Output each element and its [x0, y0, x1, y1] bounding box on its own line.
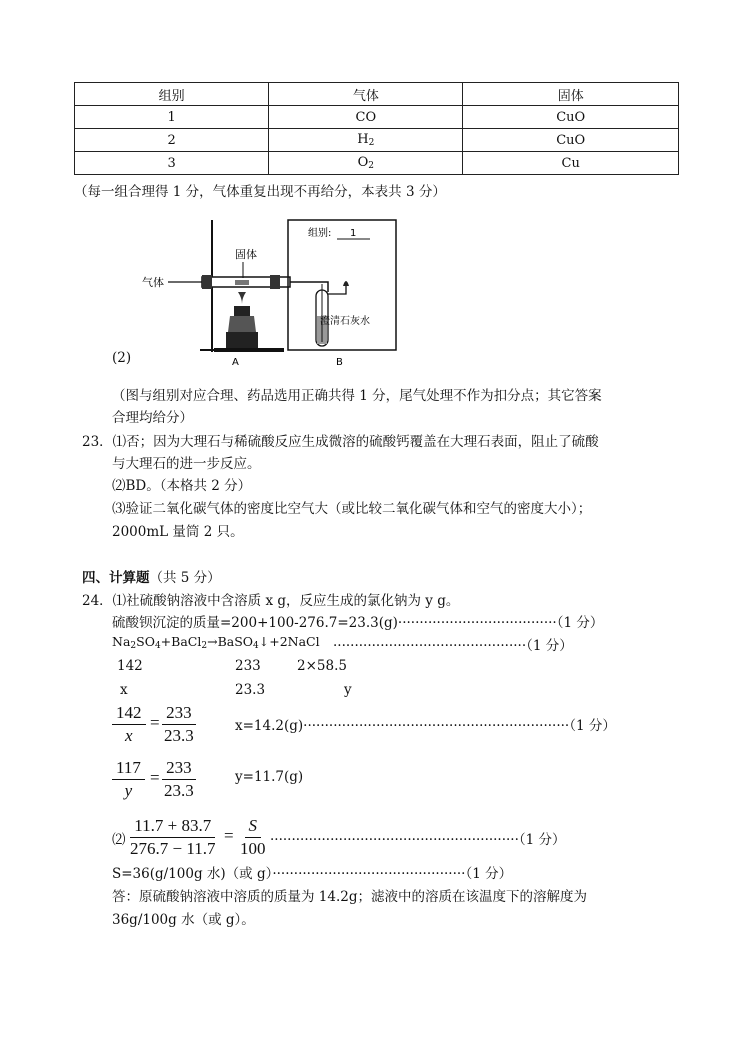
answer-line2: 36g/100g 水（或 g）。 — [112, 912, 255, 928]
diagram-item-label: (2) — [112, 350, 132, 366]
label-b: B — [336, 357, 343, 368]
table-header-row — [75, 83, 679, 106]
section-title — [82, 566, 221, 586]
group-value: 1 — [350, 228, 357, 239]
mass-117: 2×58.5 — [297, 658, 347, 674]
table-cell: 3 — [75, 152, 269, 175]
table-row — [75, 152, 679, 175]
diagram-note-line1: （图与组别对应合理、药品选用正确共得 1 分，尾气处理不作为扣分点；其它答案 — [112, 388, 602, 404]
chemical-equation: $Na_2SO_4+BaCl_2\to BaSO_4↓+2NaCl$ — [112, 634, 320, 651]
fraction-233-over-23-3: $\frac{233}{23.3}$ — [164, 758, 194, 800]
table-cell: CuO — [463, 106, 679, 129]
section-title-sub: （共 5 分） — [149, 570, 221, 586]
table-header: 气体 — [269, 83, 463, 106]
q23-line3: ⑵BD。（本格共 2 分） — [112, 478, 252, 494]
q23-line1: 23．⑴否；因为大理石与稀硫酸反应生成微溶的硫酸钙覆盖在大理石表面，阻止了硫酸 — [82, 434, 599, 450]
answer-table — [74, 82, 679, 175]
limewater-label: 澄清石灰水 — [320, 316, 370, 327]
solid-label: 固体 — [235, 248, 257, 261]
fraction-117-over-y: $\frac{117}{y}$ — [112, 757, 145, 802]
fraction-solubility-left: $\frac{11.7 + 83.7}{276.7 - 11.7}$ — [130, 816, 216, 858]
equation-dots: ·············································（1 分） — [333, 638, 573, 654]
mass-233: 233 — [235, 658, 261, 674]
table-cell: 1 — [75, 106, 269, 129]
table-cell: CuO — [463, 129, 679, 152]
apparatus-diagram — [130, 212, 400, 372]
table-cell: Cu — [463, 152, 679, 175]
table-cell: $H_2$ — [269, 129, 463, 152]
table-cell: $O_2$ — [269, 152, 463, 175]
table-row — [75, 129, 679, 152]
table-row — [75, 106, 679, 129]
mass-142: 142 — [117, 658, 143, 674]
section-title-text: 四、计算题 — [82, 570, 150, 586]
equals-sign: = — [224, 826, 234, 845]
value-23-3: 23.3 — [235, 682, 266, 698]
table-header: 固体 — [463, 83, 679, 106]
answer-line1: 答：原硫酸钠溶液中溶质的质量为 14.2g；滤液中的溶质在该温度下的溶解度为 — [112, 889, 587, 905]
fraction-233-over-23-3: $\frac{233}{23.3}$ — [164, 703, 194, 745]
q23-line5: 2000mL 量筒 2 只。 — [112, 524, 244, 540]
q24-line2: 硫酸钡沉淀的质量=200+100-276.7=23.3(g)·····································（1 分） — [112, 615, 604, 631]
fraction-142-over-x: $\frac{142}{x}$ — [112, 702, 146, 747]
equals-sign: = — [150, 713, 160, 732]
table-cell: CO — [269, 106, 463, 129]
q23-line2: 与大理石的进一步反应。 — [112, 456, 261, 472]
table-note: （每一组合理得 1 分，气体重复出现不再给分，本表共 3 分） — [74, 184, 446, 200]
equals-sign: = — [150, 768, 160, 787]
table-header: 组别 — [75, 83, 269, 106]
part2-label: ⑵ — [112, 832, 126, 848]
label-a: A — [232, 357, 239, 368]
q23-line4: ⑶验证二氧化碳气体的密度比空气大（或比较二氧化碳气体和空气的密度大小）； — [112, 501, 592, 517]
solubility-dots: ··························································（1 分） — [270, 832, 566, 848]
q24-line1: 24．⑴社硫酸钠溶液中含溶质 x g，反应生成的氯化钠为 y g。 — [82, 593, 460, 609]
group-label: 组别: — [308, 228, 332, 239]
result-x: x=14.2(g)······························································（1 分） — [235, 718, 616, 734]
fraction-s-over-100: $\frac{S}{100}$ — [240, 816, 266, 858]
var-y: y — [344, 682, 352, 698]
var-x: x — [120, 682, 128, 698]
gas-label: 气体 — [142, 276, 164, 289]
diagram-note-line2: 合理均给分） — [112, 410, 193, 426]
s-result-line: S=36(g/100g 水)（或 g）·············································（1 分） — [112, 866, 513, 882]
result-y: y=11.7(g) — [235, 769, 304, 785]
table-cell: 2 — [75, 129, 269, 152]
